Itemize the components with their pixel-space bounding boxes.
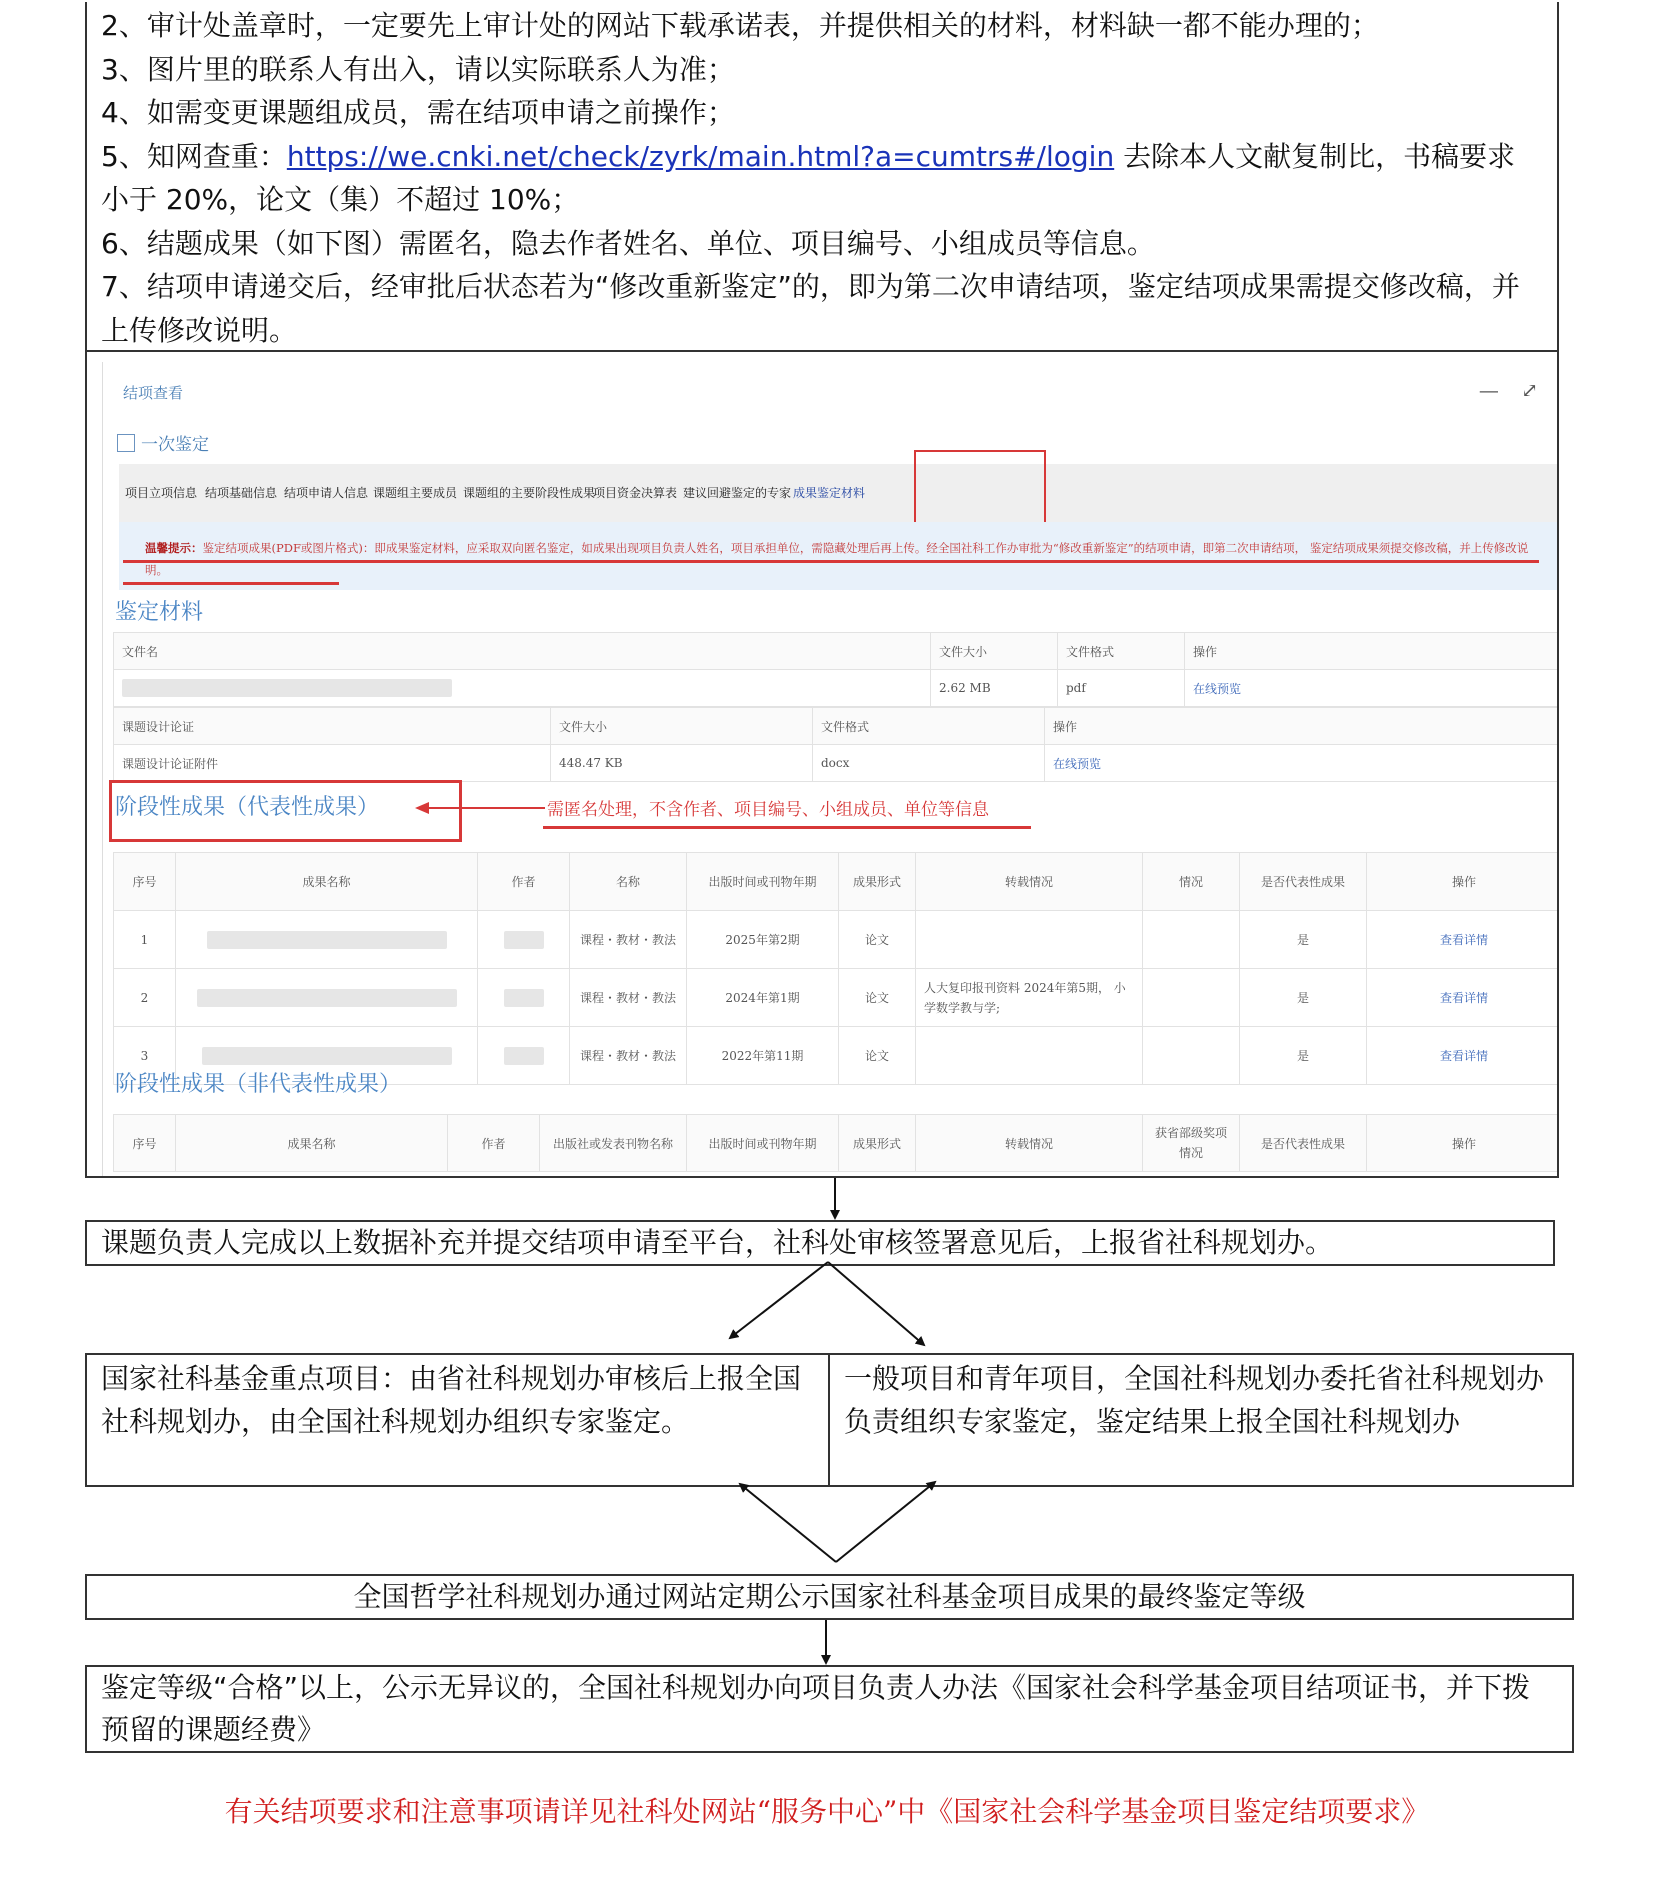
flow-step-certificate: 鉴定等级“合格”以上，公示无异议的，全国社科规划办向项目负责人办法《国家社会科学基金项目结项证书，并下拨预留的课题经费》 <box>85 1665 1574 1753</box>
result-name-redacted <box>176 911 478 969</box>
tip-box <box>119 522 1559 590</box>
design-file-format: docx <box>813 745 1045 782</box>
col-operation: 操作 <box>1367 1115 1560 1172</box>
stage-title-highlight <box>109 780 462 842</box>
note-2: 2、审计处盖章时，一定要先上审计处的网站下载承诺表，并提供相关的材料，材料缺一都不能办理的； <box>101 9 1379 42</box>
note-5-prefix: 5、知网查重： <box>101 139 287 173</box>
flow-general-projects: 一般项目和青年项目，全国社科规划办委托省社科规划办负责组织专家鉴定，鉴定结果上报全国社科规划办 <box>844 1362 1545 1438</box>
row-representative: 是 <box>1240 969 1367 1027</box>
preview-link[interactable]: 在线预览 <box>1185 670 1560 707</box>
col-no: 序号 <box>114 1115 176 1172</box>
row-reprint <box>916 1027 1143 1085</box>
materials-title: 鉴定材料 <box>115 600 204 625</box>
detail-link[interactable]: 查看详情 <box>1367 911 1560 969</box>
author-redacted <box>478 911 570 969</box>
flow-step-publish: 全国哲学社科规划办通过网站定期公示国家社科基金项目成果的最终鉴定等级 <box>85 1574 1574 1620</box>
row-publisher: 课程・教材・教法 <box>570 969 687 1027</box>
calendar-icon <box>117 434 135 452</box>
col-design-size: 文件大小 <box>551 708 813 745</box>
col-award: 获省部级奖项情况 <box>1143 1115 1240 1172</box>
table-row <box>114 911 1560 969</box>
table-row <box>114 670 1560 707</box>
col-form: 成果形式 <box>839 1115 916 1172</box>
note-3: 3、图片里的联系人有出入，请以实际联系人为准； <box>101 52 735 86</box>
col-pub-date: 出版时间或刊物年期 <box>687 1115 839 1172</box>
tab-members[interactable]: 课题组主要成员 <box>373 486 458 500</box>
tab-project-info[interactable]: 项目立项信息 <box>125 486 198 500</box>
table-row <box>114 745 1560 782</box>
row-no: 3 <box>114 1027 176 1085</box>
col-action: 操作 <box>1185 633 1560 670</box>
col-representative: 是否代表性成果 <box>1240 1115 1367 1172</box>
col-reprint: 转载情况 <box>916 1115 1143 1172</box>
row-representative: 是 <box>1240 1027 1367 1085</box>
detail-link[interactable]: 查看详情 <box>1367 1027 1560 1085</box>
window-title: 结项查看 <box>123 384 184 402</box>
design-preview-link[interactable]: 在线预览 <box>1045 745 1560 782</box>
row-publisher: 课程・教材・教法 <box>570 1027 687 1085</box>
tip-label: 温馨提示： <box>145 541 203 555</box>
note-5-suffix: 去除本人文献复制比，书稿要求小于 20%，论文（集）不超过 10%； <box>101 139 1516 216</box>
note-5 <box>101 135 1543 222</box>
row-form: 论文 <box>839 1027 916 1085</box>
notes-block <box>85 2 1559 352</box>
tab-stage-results[interactable]: 课题组的主要阶段性成果 <box>463 486 596 500</box>
flow-branch-container <box>85 1353 1574 1487</box>
col-operation: 操作 <box>1367 853 1560 911</box>
tab-bar <box>119 464 1559 523</box>
col-representative: 是否代表性成果 <box>1240 853 1367 911</box>
design-file-name: 课题设计论证附件 <box>114 745 551 782</box>
tip-underline-1 <box>123 560 1539 563</box>
table-row <box>114 969 1560 1027</box>
row-date: 2025年第2期 <box>687 911 839 969</box>
col-design-format: 文件格式 <box>813 708 1045 745</box>
tab-appraisal-materials[interactable]: 成果鉴定材料 <box>793 486 866 500</box>
embedded-screenshot <box>85 350 1559 1178</box>
col-publisher: 名称 <box>570 853 687 911</box>
tip-body: 鉴定结项成果(PDF或图片格式)：即成果鉴定材料，应采取双向匿名鉴定，如成果出现项目负责人姓名，项目承担单位，需隐藏处理后再上传。经全国社科工作办审批为“修改重新鉴定”的结项申请，即第二次申请结项， 鉴定结项成果须提交修改稿，并上传修改说明。 <box>145 541 1529 577</box>
footer-note: 有关结项要求和注意事项请详见社科处网站“服务中心”中《国家社会科学基金项目鉴定结项要求》 <box>224 1795 1430 1828</box>
row-reprint: 人大复印报刊资料 2024年第5期， 小学数学教与学; <box>916 969 1143 1027</box>
col-no: 序号 <box>114 853 176 911</box>
col-author: 作者 <box>448 1115 540 1172</box>
row-award <box>1143 911 1240 969</box>
section-title-text: 一次鉴定 <box>141 435 209 455</box>
row-date: 2024年第1期 <box>687 969 839 1027</box>
note-7: 7、结项申请递交后，经审批后状态若为“修改重新鉴定”的，即为第二次申请结项，鉴定结项成果需提交修改稿，并上传修改说明。 <box>101 270 1520 347</box>
design-file-size: 448.47 KB <box>551 745 813 782</box>
tab-basic-info[interactable]: 结项基础信息 <box>205 486 278 500</box>
row-no: 1 <box>114 911 176 969</box>
annotation-underline <box>543 826 1031 829</box>
row-award <box>1143 1027 1240 1085</box>
active-tab-highlight <box>914 450 1046 530</box>
col-pub-date: 出版时间或刊物年期 <box>687 853 839 911</box>
result-name-redacted <box>176 969 478 1027</box>
row-publisher: 课程・教材・教法 <box>570 911 687 969</box>
stage-nonrep-title: 阶段性成果（非代表性成果） <box>115 1072 402 1097</box>
col-form: 成果形式 <box>839 853 916 911</box>
col-file-size: 文件大小 <box>931 633 1058 670</box>
annotation-arrow <box>413 798 553 818</box>
col-award: 情况 <box>1143 853 1240 911</box>
window-controls[interactable]: — ⤢ <box>1478 378 1546 402</box>
col-result-name: 成果名称 <box>176 853 478 911</box>
author-redacted <box>478 969 570 1027</box>
row-representative: 是 <box>1240 911 1367 969</box>
stage-nonrep-table <box>113 1114 1559 1172</box>
note-4: 4、如需变更课题组成员，需在结项申请之前操作； <box>101 96 735 129</box>
file-size: 2.62 MB <box>931 670 1058 707</box>
project-view-window <box>102 362 1559 1178</box>
flow-step-submit: 课题负责人完成以上数据补充并提交结项申请至平台，社科处审核签署意见后，上报省社科规划办。 <box>85 1220 1555 1266</box>
row-reprint <box>916 911 1143 969</box>
design-table <box>113 707 1559 782</box>
col-author: 作者 <box>478 853 570 911</box>
tip-underline-2 <box>123 582 339 585</box>
row-no: 2 <box>114 969 176 1027</box>
anonymize-annotation: 需匿名处理，不含作者、项目编号、小组成员、单位等信息 <box>547 800 989 820</box>
row-form: 论文 <box>839 911 916 969</box>
file-format: pdf <box>1058 670 1185 707</box>
tab-applicant-info[interactable]: 结项申请人信息 <box>284 486 369 500</box>
tip-text <box>145 537 1545 581</box>
stage-rep-table <box>113 852 1559 1085</box>
detail-link[interactable]: 查看详情 <box>1367 969 1560 1027</box>
col-design-action: 操作 <box>1045 708 1560 745</box>
col-reprint: 转载情况 <box>916 853 1143 911</box>
row-date: 2022年第11期 <box>687 1027 839 1085</box>
cnki-check-link[interactable]: https://we.cnki.net/check/zyrk/main.html?a=cumtrs#/login <box>286 139 1115 173</box>
col-design: 课题设计论证 <box>114 708 551 745</box>
stage-rep-title: 阶段性成果（代表性成果） <box>115 795 380 820</box>
flow-key-projects: 国家社科基金重点项目：由省社科规划办审核后上报全国社科规划办，由全国社科规划办组织专家鉴定。 <box>87 1355 830 1485</box>
section-title <box>117 430 209 455</box>
tab-budget[interactable]: 项目资金决算表 <box>593 486 678 500</box>
author-redacted <box>478 1027 570 1085</box>
col-result-name: 成果名称 <box>176 1115 448 1172</box>
row-award <box>1143 969 1240 1027</box>
materials-table <box>113 632 1559 707</box>
col-file-format: 文件格式 <box>1058 633 1185 670</box>
row-form: 论文 <box>839 969 916 1027</box>
note-6: 6、结题成果（如下图）需匿名，隐去作者姓名、单位、项目编号、小组成员等信息。 <box>101 226 1155 260</box>
col-file-name: 文件名 <box>114 633 931 670</box>
tab-avoid-experts[interactable]: 建议回避鉴定的专家 <box>683 486 792 500</box>
file-name-redacted <box>114 670 931 707</box>
col-publisher: 出版社或发表刊物名称 <box>540 1115 687 1172</box>
